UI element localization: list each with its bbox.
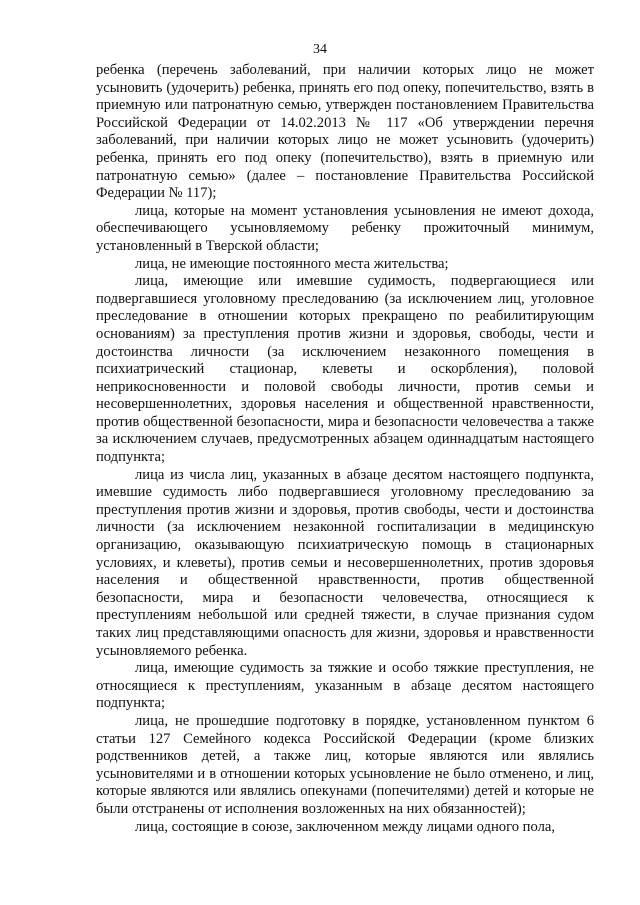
paragraph: лица, не имеющие постоянного места жительства; xyxy=(135,255,449,272)
page-number: 34 xyxy=(313,42,327,57)
paragraph: лица, имеющие или имевшие судимость, подвергающиеся или подвергавшиеся уголовному преследованию (за исключением лиц, уголовное преследование в отношении которых прекращено по реабилитирующим основаниям) за преступления против жизни и здоровья, свободы, чести и достоинства личности (за исключением незаконного помещения в психиатрический стационар, клеветы и оскорбления), половой неприкосновенности и половой свободы личности, против семьи и несовершеннолетних, здоровья населения и общественной нравственности, против общественной безопасности, мира и безопасности человечества а также за исключением случаев, предусмотренных абзацем одиннадцатым настоящего подпункта; xyxy=(96,273,594,466)
body-text xyxy=(96,62,594,836)
paragraph: лица, имеющие судимость за тяжкие и особо тяжкие преступления, не относящиеся к преступлениям, указанным в абзаце десятом настоящего подпункта; xyxy=(96,660,594,712)
paragraph: лица из числа лиц, указанных в абзаце десятом настоящего подпункта, имевшие судимость либо подвергавшиеся уголовному преследованию за преступления против жизни и здоровья, против свободы, чести и достоинства личности (за исключением незаконной госпитализации в медицинскую организацию, оказывающую психиатрическую помощь в стационарных условиях, и клеветы), против семьи и несовершеннолетних, против здоровья населения и общественной нравственности, против общественной безопасности, мира и безопасности человечества, относящиеся к преступлениям небольшой или средней тяжести, в случае признания судом таких лиц представляющими опасность для жизни, здоровья и нравственности усыновляемого ребенка. xyxy=(96,466,594,659)
paragraph: лица, состоящие в союзе, заключенном между лицами одного пола, xyxy=(135,818,555,835)
paragraph: лица, не прошедшие подготовку в порядке, установленном пунктом 6 статьи 127 Семейного кодекса Российской Федерации (кроме близких родственников детей, а также лиц, которые являются или являлись усыновителями и в отношении которых усыновление не было отменено, и лиц, которые являются или являлись опекунами (попечителями) детей и которые не были отстранены от исполнения возложенных на них обязанностей); xyxy=(96,712,594,817)
paragraph: лица, которые на момент установления усыновления не имеют дохода, обеспечивающего усыновляемому ребенку прожиточный минимум, установленный в Тверской области; xyxy=(96,202,594,254)
paragraph: ребенка (перечень заболеваний, при наличии которых лицо не может усыновить (удочерить) ребенка, принять его под опеку, попечительство, взять в приемную или патронатную семью, утвержден постановлением Правительства Российской Федерации от 14.02.2013 № 117 «Об утверждении перечня заболеваний, при наличии которых лицо не может усыновить (удочерить) ребенка, принять его под опеку (попечительство), взять в приемную или патронатную семью» (далее – постановление Правительства Российской Федерации № 117); xyxy=(96,62,594,202)
